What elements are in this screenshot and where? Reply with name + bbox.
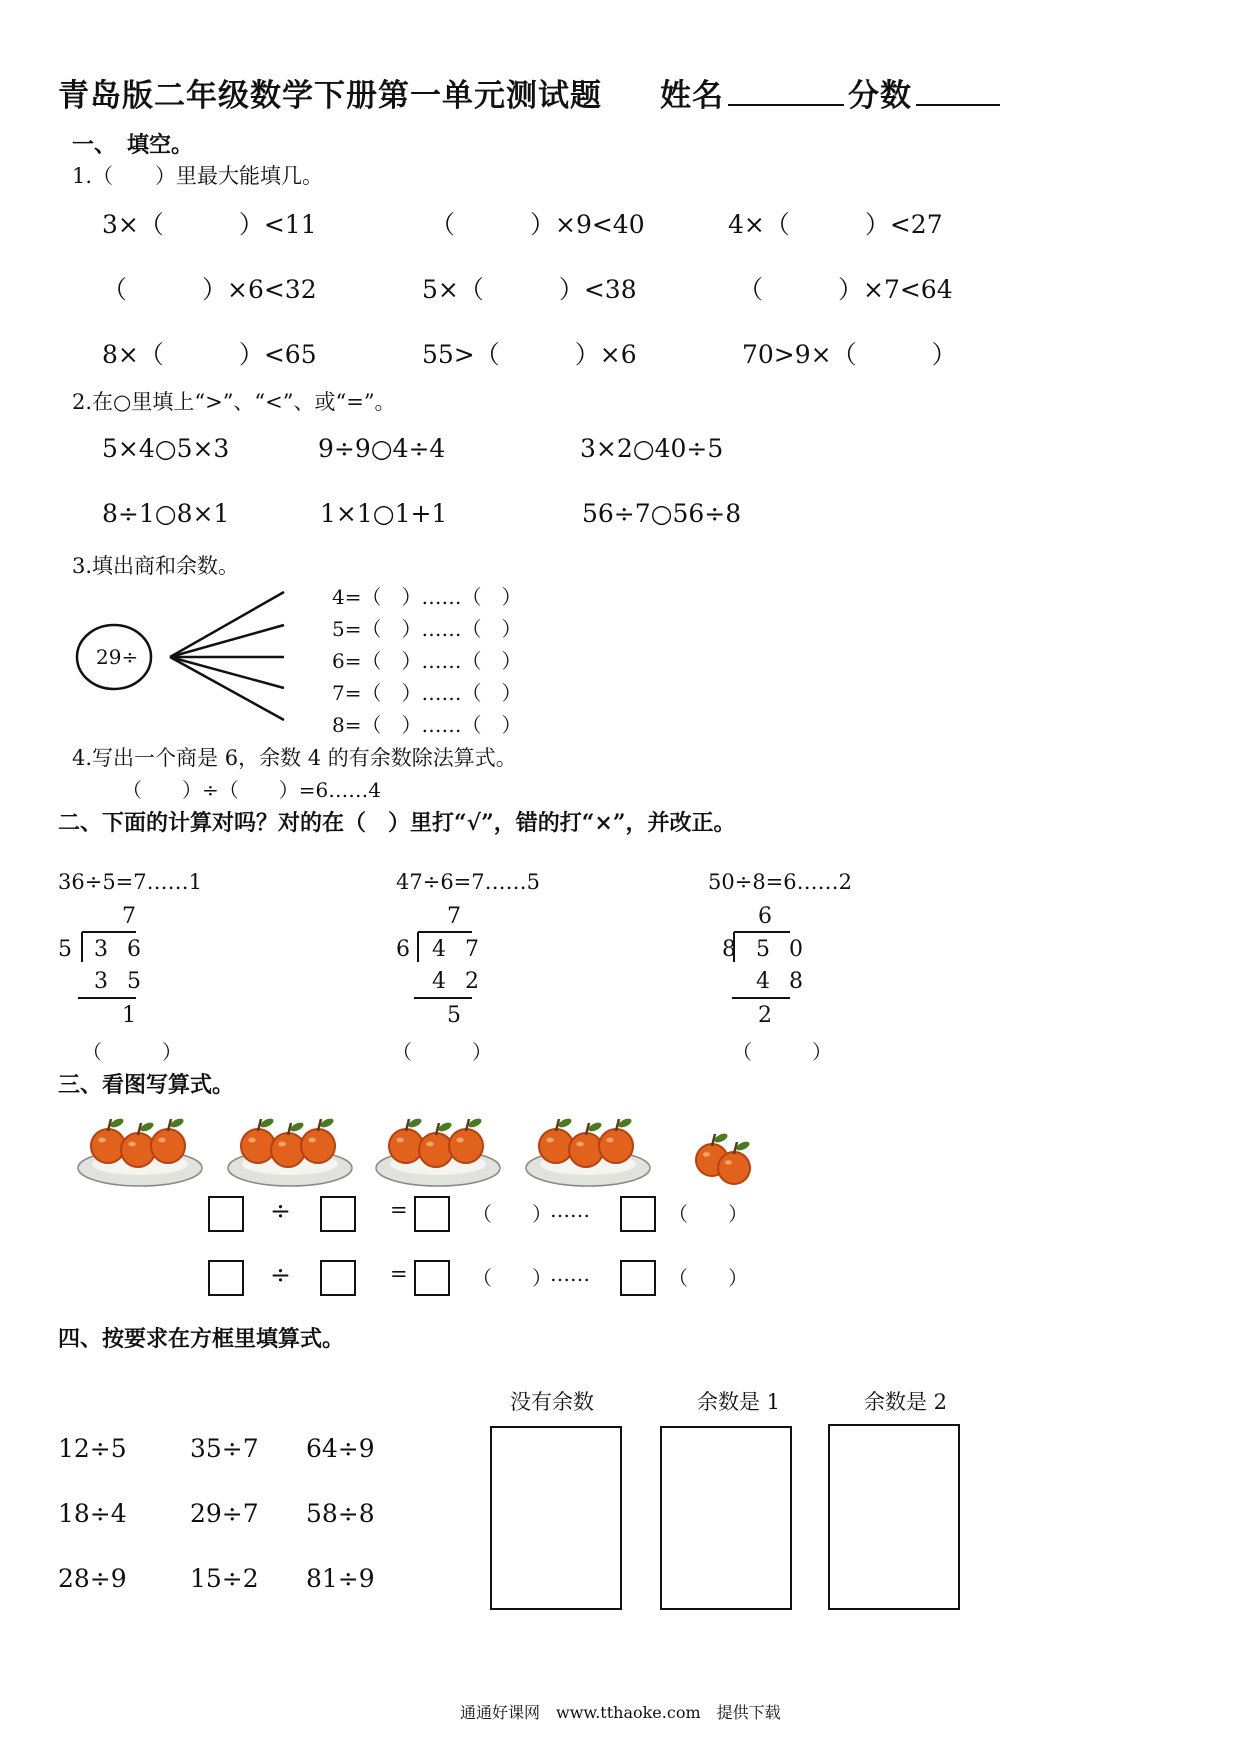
q1-item: 4×（ ）<27	[728, 210, 943, 239]
q4-template: （ ）÷（ ）=6……4	[122, 778, 381, 802]
apple-leaf	[139, 1121, 155, 1133]
apple-highlight	[456, 1138, 463, 1143]
q2-item: 1×1○1+1	[320, 499, 448, 528]
q3-branch: 4=（ ）……（ ）	[332, 585, 522, 609]
q2-item: 3×2○40÷5	[580, 434, 724, 463]
apple-leaf	[407, 1117, 423, 1129]
unit-blank[interactable]: （ ）	[472, 1202, 552, 1226]
q4-label: 4.写出一个商是 6，余数 4 的有余数除法算式。	[72, 746, 517, 770]
q2-item: 5×4○5×3	[102, 434, 230, 463]
divide-sign: ÷	[270, 1260, 291, 1289]
apple-highlight	[158, 1138, 165, 1143]
q3-branch: 5=（ ）……（ ）	[332, 617, 522, 641]
apple	[271, 1133, 305, 1167]
s2-product: 4 8	[756, 969, 809, 994]
apple-leaf	[289, 1121, 305, 1133]
apple	[301, 1129, 335, 1163]
remainder-1-box[interactable]	[660, 1426, 792, 1610]
footer-text: 通通好课网 www.tthaoke.com 提供下载	[460, 1703, 781, 1722]
apple-leaf	[557, 1117, 573, 1129]
s4-expression: 64÷9	[306, 1434, 375, 1463]
apple-highlight	[576, 1142, 583, 1147]
apple	[241, 1129, 275, 1163]
q1-item: 55>（ ）×6	[422, 340, 637, 369]
remainder-dots: ……	[550, 1262, 590, 1286]
section-3-heading: 三、看图写算式。	[58, 1072, 235, 1098]
answer-box[interactable]	[208, 1260, 244, 1296]
apple-highlight	[128, 1142, 135, 1147]
no-remainder-box[interactable]	[490, 1426, 622, 1610]
box-label-no-remainder: 没有余数	[510, 1390, 594, 1414]
equals-sign: =	[390, 1262, 408, 1286]
s2-remainder: 1	[122, 1003, 142, 1028]
apple	[599, 1129, 633, 1163]
q1-label: 1.（ ）里最大能填几。	[72, 164, 324, 188]
q3-center-text: 29÷	[96, 645, 139, 669]
apple-highlight	[308, 1138, 315, 1143]
q2-label: 2.在○里填上“>”、“<”、或“=”。	[72, 390, 396, 414]
s2-divisor: 8	[722, 937, 742, 962]
apple	[449, 1129, 483, 1163]
s2-remainder: 5	[447, 1003, 467, 1028]
unit-blank[interactable]: （ ）	[668, 1266, 748, 1290]
s4-expression: 29÷7	[190, 1499, 259, 1528]
apple-highlight	[546, 1138, 553, 1143]
apple	[569, 1133, 603, 1167]
answer-box[interactable]	[208, 1196, 244, 1232]
s2-expression: 50÷8=6……2	[708, 870, 852, 894]
section-4-heading: 四、按要求在方框里填算式。	[58, 1326, 345, 1352]
apple-leaf	[109, 1117, 125, 1129]
s2-divisor: 6	[396, 937, 416, 962]
apple	[419, 1133, 453, 1167]
q3-label: 3.填出商和余数。	[72, 554, 240, 578]
q3-branch: 7=（ ）……（ ）	[332, 681, 522, 705]
apple-leaf	[587, 1121, 603, 1133]
s2-quotient: 6	[758, 904, 778, 929]
apple-highlight	[725, 1160, 732, 1164]
q2-item: 8÷1○8×1	[102, 499, 230, 528]
s4-expression: 35÷7	[190, 1434, 259, 1463]
section-2-heading: 二、下面的计算对吗？对的在（ ）里打“√”，错的打“×”，并改正。	[58, 810, 736, 836]
q1-item: 5×（ ）<38	[422, 275, 637, 304]
q1-item: 8×（ ）<65	[102, 340, 317, 369]
apple-highlight	[248, 1138, 255, 1143]
s2-expression: 47÷6=7……5	[396, 870, 540, 894]
apple-leaf	[713, 1132, 729, 1144]
s4-expression: 28÷9	[58, 1564, 127, 1593]
apple-leaf	[735, 1140, 751, 1152]
apple-leaf	[467, 1117, 483, 1129]
s4-expression: 81÷9	[306, 1564, 375, 1593]
name-label: 姓名	[660, 78, 724, 114]
remainder-2-box[interactable]	[828, 1424, 960, 1610]
unit-blank[interactable]: （ ）	[472, 1266, 552, 1290]
s2-quotient: 7	[447, 904, 467, 929]
apple-highlight	[278, 1142, 285, 1147]
apple	[389, 1129, 423, 1163]
apple-highlight	[606, 1138, 613, 1143]
apple	[718, 1152, 750, 1184]
apple-highlight	[396, 1138, 403, 1143]
s2-quotient: 7	[122, 904, 142, 929]
equals-sign: =	[390, 1198, 408, 1222]
remainder-dots: ……	[550, 1198, 590, 1222]
apple	[539, 1129, 573, 1163]
s4-expression: 18÷4	[58, 1499, 127, 1528]
apple-highlight	[703, 1152, 710, 1156]
divide-sign: ÷	[270, 1196, 291, 1225]
s2-divisor: 5	[58, 937, 78, 962]
apple	[151, 1129, 185, 1163]
s4-expression: 58÷8	[306, 1499, 375, 1528]
apple-leaf	[169, 1117, 185, 1129]
unit-blank[interactable]: （ ）	[668, 1202, 748, 1226]
s2-remainder: 2	[758, 1003, 778, 1028]
s2-product: 3 5	[94, 969, 147, 994]
apple-leaf	[319, 1117, 335, 1129]
q2-item: 9÷9○4÷4	[318, 434, 446, 463]
s2-expression: 36÷5=7……1	[58, 870, 202, 894]
q1-item: （ ）×6<32	[102, 275, 317, 304]
apple-leaf	[617, 1117, 633, 1129]
s2-answer-blank[interactable]: （ ）	[82, 1040, 182, 1064]
apple-leaf	[437, 1121, 453, 1133]
answer-box[interactable]	[620, 1196, 656, 1232]
s2-answer-blank[interactable]: （ ）	[392, 1040, 492, 1064]
answer-box[interactable]	[620, 1260, 656, 1296]
section-1-heading: 一、 填空。	[72, 132, 194, 158]
s2-product: 4 2	[432, 969, 485, 994]
apple	[121, 1133, 155, 1167]
q1-item: （ ）×7<64	[738, 275, 953, 304]
q1-item: 70>9×（ ）	[742, 340, 957, 369]
answer-box[interactable]	[320, 1260, 356, 1296]
q1-item: （ ）×9<40	[430, 210, 645, 239]
answer-box[interactable]	[320, 1196, 356, 1232]
s2-dividend: 3 6	[94, 937, 147, 962]
s2-dividend: 5 0	[756, 937, 809, 962]
apple-highlight	[426, 1142, 433, 1147]
q3-branch: 8=（ ）……（ ）	[332, 713, 522, 737]
apple-highlight	[98, 1138, 105, 1143]
page-title: 青岛版二年级数学下册第一单元测试题	[58, 78, 602, 114]
answer-box[interactable]	[414, 1196, 450, 1232]
score-label: 分数	[848, 78, 912, 114]
q1-item: 3×（ ）<11	[102, 210, 317, 239]
box-label-remainder-2: 余数是 2	[864, 1390, 948, 1414]
answer-box[interactable]	[414, 1260, 450, 1296]
s2-answer-blank[interactable]: （ ）	[732, 1040, 832, 1064]
apple-leaf	[259, 1117, 275, 1129]
s4-expression: 12÷5	[58, 1434, 127, 1463]
apple	[91, 1129, 125, 1163]
q2-item: 56÷7○56÷8	[582, 499, 742, 528]
box-label-remainder-1: 余数是 1	[697, 1390, 781, 1414]
s2-dividend: 4 7	[432, 937, 485, 962]
s4-expression: 15÷2	[190, 1564, 259, 1593]
q3-branch: 6=（ ）……（ ）	[332, 649, 522, 673]
